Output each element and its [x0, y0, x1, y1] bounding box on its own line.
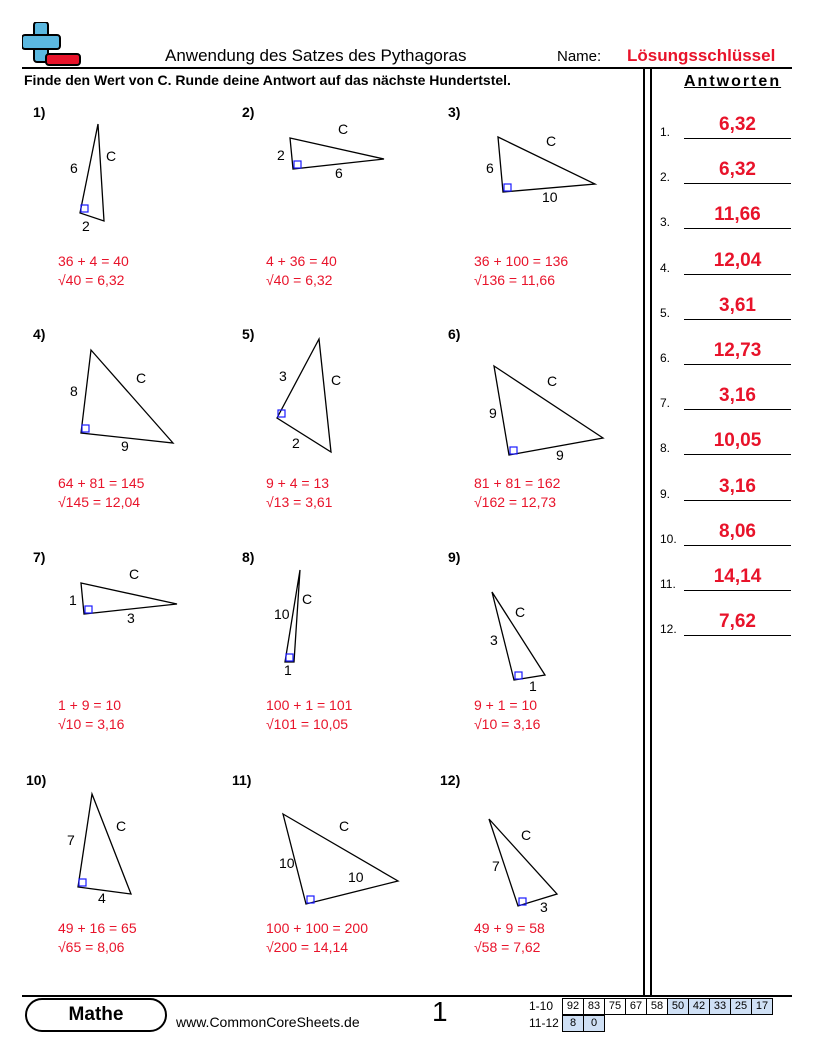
answer-value: 14,14 — [713, 566, 762, 587]
score-cell: 25 — [730, 998, 752, 1015]
side-b-label: 6 — [335, 165, 343, 181]
right-angle-icon — [294, 161, 301, 168]
answer-value: 3,61 — [719, 295, 756, 316]
work-shown — [474, 252, 568, 290]
side-a-label: 8 — [70, 383, 78, 399]
side-a-label: 6 — [70, 160, 78, 176]
work-root-line: √65 = 8,06 — [58, 939, 125, 955]
hypotenuse-label: C — [338, 121, 349, 137]
score-cell: 17 — [751, 998, 773, 1015]
worksheet-title: Anwendung des Satzes des Pythagoras — [165, 46, 467, 65]
work-shown — [58, 696, 124, 734]
work-shown — [266, 696, 352, 734]
work-shown — [266, 474, 332, 512]
answer-number: 5. — [660, 306, 671, 320]
subject-badge: Mathe — [25, 998, 167, 1032]
answers-header: Antworten — [684, 73, 782, 90]
side-a-label: 7 — [67, 832, 75, 848]
problem-number: 8) — [242, 549, 255, 565]
hypotenuse-label: C — [546, 133, 557, 149]
work-shown — [58, 252, 129, 290]
work-sum-line: 49 + 16 = 65 — [58, 920, 137, 936]
score-cell: 58 — [646, 998, 668, 1015]
answer-value: 6,32 — [719, 159, 756, 180]
work-root-line: √101 = 10,05 — [266, 716, 349, 732]
answer-number: 8. — [660, 441, 671, 455]
work-root-line: √58 = 7,62 — [474, 939, 541, 955]
work-root-line: √40 = 6,32 — [58, 272, 125, 288]
side-b-label: 1 — [284, 662, 292, 678]
right-angle-icon — [79, 879, 86, 886]
side-b-label: 3 — [540, 899, 548, 915]
work-root-line: √10 = 3,16 — [58, 716, 125, 732]
answer-number: 10. — [660, 532, 677, 546]
side-b-label: 10 — [348, 869, 364, 885]
side-b-label: 9 — [556, 447, 564, 463]
right-angle-icon — [82, 425, 89, 432]
answer-value: 12,04 — [713, 250, 762, 271]
work-sum-line: 49 + 9 = 58 — [474, 920, 545, 936]
work-sum-line: 36 + 4 = 40 — [58, 253, 129, 269]
work-sum-line: 9 + 1 = 10 — [474, 697, 538, 713]
side-a-label: 10 — [279, 855, 295, 871]
side-a-label: 3 — [279, 368, 287, 384]
answer-number: 2. — [660, 170, 671, 184]
score-cell: 42 — [688, 998, 710, 1015]
answer-value: 7,62 — [719, 611, 756, 632]
problem-number: 3) — [448, 104, 461, 120]
hypotenuse-label: C — [136, 370, 147, 386]
side-b-label: 3 — [127, 610, 135, 626]
answer-number: 11. — [660, 577, 676, 591]
work-sum-line: 4 + 36 = 40 — [266, 253, 337, 269]
work-sum-line: 81 + 81 = 162 — [474, 475, 561, 491]
work-sum-line: 100 + 100 = 200 — [266, 920, 368, 936]
hypotenuse-label: C — [116, 818, 127, 834]
instructions: Finde den Wert von C. Runde deine Antwort auf das nächste Hundertstel. — [24, 72, 511, 88]
score-cell: 92 — [562, 998, 584, 1015]
hypotenuse-label: C — [515, 604, 526, 620]
problem-number: 6) — [448, 326, 461, 342]
side-b-label: 2 — [292, 435, 300, 451]
work-shown — [266, 252, 337, 290]
problem-number: 5) — [242, 326, 255, 342]
work-root-line: √136 = 11,66 — [474, 272, 555, 288]
side-b-label: 4 — [98, 890, 106, 906]
hypotenuse-label: C — [547, 373, 558, 389]
work-root-line: √200 = 14,14 — [266, 939, 349, 955]
problem-number: 11) — [232, 772, 252, 788]
work-shown — [58, 919, 137, 957]
answer-number: 12. — [660, 622, 677, 636]
right-angle-icon — [515, 672, 522, 679]
hypotenuse-label: C — [521, 827, 532, 843]
score-cell: 67 — [625, 998, 647, 1015]
answer-value: 6,32 — [719, 114, 756, 135]
side-a-label: 2 — [277, 147, 285, 163]
right-triangle — [80, 124, 104, 221]
right-triangle — [277, 339, 331, 452]
answer-number: 3. — [660, 215, 671, 229]
answer-number: 1. — [660, 125, 671, 139]
work-sum-line: 1 + 9 = 10 — [58, 697, 122, 713]
score-row — [529, 998, 773, 1014]
name-label: Name: — [557, 48, 602, 65]
work-sum-line: 100 + 1 = 101 — [266, 697, 353, 713]
score-cell: 83 — [583, 998, 605, 1015]
side-b-label: 10 — [542, 189, 558, 205]
right-angle-icon — [85, 606, 92, 613]
right-angle-icon — [286, 654, 293, 661]
work-shown — [58, 474, 144, 512]
answer-value: 8,06 — [719, 521, 756, 542]
hypotenuse-label: C — [339, 818, 350, 834]
score-row-label: 1-10 — [529, 999, 554, 1013]
answer-value: 10,05 — [713, 430, 762, 451]
answer-value: 12,73 — [713, 340, 762, 361]
work-shown — [474, 919, 545, 957]
answer-number: 4. — [660, 261, 671, 275]
hypotenuse-label: C — [129, 566, 140, 582]
score-cell: 0 — [583, 1015, 605, 1032]
hypotenuse-label: C — [331, 372, 342, 388]
problem-number: 1) — [33, 104, 46, 120]
problem-number: 7) — [33, 549, 46, 565]
hypotenuse-label: C — [106, 148, 117, 164]
work-sum-line: 64 + 81 = 145 — [58, 475, 145, 491]
work-root-line: √13 = 3,61 — [266, 494, 333, 510]
score-cell: 8 — [562, 1015, 584, 1032]
problem-number: 4) — [33, 326, 46, 342]
side-b-label: 9 — [121, 438, 129, 454]
right-triangle — [81, 350, 173, 443]
answer-value: 3,16 — [719, 385, 756, 406]
side-a-label: 6 — [486, 160, 494, 176]
answer-value: 3,16 — [719, 476, 756, 497]
work-shown — [474, 696, 540, 734]
work-root-line: √162 = 12,73 — [474, 494, 557, 510]
score-cell: 33 — [709, 998, 731, 1015]
work-sum-line: 36 + 100 = 136 — [474, 253, 569, 269]
score-cell: 75 — [604, 998, 626, 1015]
right-angle-icon — [504, 184, 511, 191]
work-root-line: √40 = 6,32 — [266, 272, 333, 288]
answer-number: 9. — [660, 487, 671, 501]
side-b-label: 2 — [82, 218, 90, 234]
right-angle-icon — [510, 447, 517, 454]
problem-number: 9) — [448, 549, 461, 565]
work-root-line: √145 = 12,04 — [58, 494, 141, 510]
footer-divider — [22, 995, 792, 997]
problem-number: 12) — [440, 772, 461, 788]
problem-number: 2) — [242, 104, 255, 120]
answer-value: 11,66 — [714, 204, 761, 225]
work-shown — [474, 474, 560, 512]
page-number: 1 — [432, 996, 448, 1027]
work-sum-line: 9 + 4 = 13 — [266, 475, 330, 491]
work-root-line: √10 = 3,16 — [474, 716, 541, 732]
side-a-label: 1 — [69, 592, 77, 608]
side-b-label: 1 — [529, 678, 537, 694]
score-cell: 50 — [667, 998, 689, 1015]
side-a-label: 3 — [490, 632, 498, 648]
answer-number: 7. — [660, 396, 671, 410]
side-a-label: 9 — [489, 405, 497, 421]
score-row-label: 11-12 — [529, 1016, 559, 1030]
work-shown — [266, 919, 368, 957]
score-row — [529, 1015, 605, 1031]
site-url: www.CommonCoreSheets.de — [176, 1014, 360, 1030]
side-a-label: 10 — [274, 606, 290, 622]
name-value: Lösungsschlüssel — [627, 46, 776, 65]
hypotenuse-label: C — [302, 591, 313, 607]
side-a-label: 7 — [492, 858, 500, 874]
problem-number: 10) — [26, 772, 47, 788]
answer-number: 6. — [660, 351, 671, 365]
